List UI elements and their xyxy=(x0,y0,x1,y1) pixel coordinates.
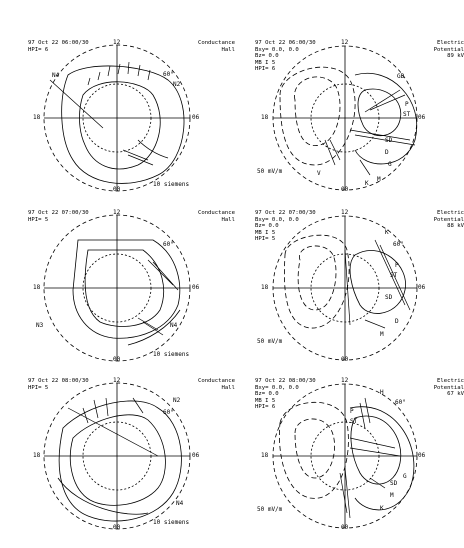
mlt-label-12: 12 xyxy=(341,209,349,216)
contour-line xyxy=(284,235,349,328)
contour-line xyxy=(358,89,401,136)
mlt-label-18: 18 xyxy=(261,114,269,121)
station-label: ST xyxy=(403,111,411,118)
contour-line xyxy=(79,82,160,169)
potential-panel-0700 xyxy=(255,209,464,370)
station-label: P xyxy=(350,408,354,415)
mlt-label-06: 06 xyxy=(192,114,200,121)
station-label: K xyxy=(385,229,389,236)
contour-line xyxy=(351,416,401,484)
station-label: GB xyxy=(397,73,405,80)
panel-header-right: Conductance Hall xyxy=(197,40,235,53)
contour-line xyxy=(280,67,355,165)
station-label: M xyxy=(380,331,384,338)
station-label: D xyxy=(385,149,389,156)
mlt-label-00: 00 xyxy=(113,186,121,193)
contour-line xyxy=(70,415,165,506)
mlt-label-12: 12 xyxy=(341,377,349,384)
radar-vectors xyxy=(345,240,410,328)
contour-line xyxy=(58,478,148,514)
station-label: SD xyxy=(385,294,393,301)
mlt-label-00: 00 xyxy=(113,356,121,363)
station-label: M xyxy=(377,176,381,183)
latitude-label: 60° xyxy=(163,409,174,416)
panel-header-right: Conductance Hall xyxy=(197,378,235,391)
latitude-label: 60° xyxy=(395,399,406,406)
panel-header-left: 97 Oct 22 08:00/30 HPI= 5 xyxy=(28,378,89,391)
station-label: M xyxy=(390,492,394,499)
mlt-label-06: 06 xyxy=(192,284,200,291)
station-label: N2 xyxy=(173,81,181,88)
panel-header-right: Electric Potential 67 kV xyxy=(433,378,464,398)
mlt-label-18: 18 xyxy=(261,452,269,459)
station-label: N3 xyxy=(36,322,44,329)
latitude-label: 60° xyxy=(393,241,404,248)
contour-line xyxy=(279,402,348,498)
station-label: N2 xyxy=(173,397,181,404)
mlt-label-12: 12 xyxy=(341,39,349,46)
radar-vectors xyxy=(68,398,158,456)
mlt-label-00: 00 xyxy=(341,186,349,193)
mlt-label-18: 18 xyxy=(33,114,41,121)
station-label: V xyxy=(317,170,321,177)
scale-label: 50 mV/m xyxy=(257,506,283,513)
mlt-label-12: 12 xyxy=(113,39,121,46)
conductance-panel-0700 xyxy=(28,210,233,370)
station-label: N4 xyxy=(52,72,60,79)
contour-line xyxy=(59,401,184,521)
panel-header-right: Electric Potential 88 kV xyxy=(433,210,464,230)
station-label: P xyxy=(405,101,409,108)
station-label: K xyxy=(365,180,369,187)
station-label: ST xyxy=(350,418,358,425)
station-label: G xyxy=(403,473,407,480)
station-label: SD xyxy=(385,137,393,144)
contour-line xyxy=(138,140,168,158)
mlt-label-06: 06 xyxy=(418,452,426,459)
station-label: H xyxy=(380,389,384,396)
conductance-panel-0800 xyxy=(28,378,233,538)
latitude-label: 60° xyxy=(163,71,174,78)
mlt-label-18: 18 xyxy=(261,284,269,291)
station-label: SD xyxy=(390,480,398,487)
mlt-label-12: 12 xyxy=(113,377,121,384)
contour-line xyxy=(350,407,414,510)
panel-header-left: 97 Oct 22 06:00/30 HPI= 6 xyxy=(28,40,89,53)
panel-header-left: 97 Oct 22 08:00/30 Bxy= 0.0, 0.0 Bz= 0.0 MB I 5 HPI= 6 xyxy=(255,378,316,411)
mlt-label-00: 00 xyxy=(341,356,349,363)
mlt-label-12: 12 xyxy=(113,209,121,216)
potential-panel-0800 xyxy=(255,377,464,538)
mlt-label-00: 00 xyxy=(341,524,349,531)
station-label: N4 xyxy=(176,500,184,507)
mlt-label-06: 06 xyxy=(418,114,426,121)
station-label: G xyxy=(388,161,392,168)
radar-vectors xyxy=(50,62,153,165)
mlt-label-06: 06 xyxy=(192,452,200,459)
panel-header-left: 97 Oct 22 06:00/30 Bxy= 0.0, 0.0 Bz= 0.0 MB I 5 HPI= 6 xyxy=(255,40,316,73)
station-label: D xyxy=(395,318,399,325)
conductance-map-0600 xyxy=(28,40,233,200)
scale-label: 10 siemens xyxy=(153,519,190,526)
panel-header-left: 97 Oct 22 07:00/30 Bxy= 0.0, 0.0 Bz= 0.0 MB I 5 HPI= 5 xyxy=(255,210,316,243)
station-label: N4 xyxy=(170,322,178,329)
scale-label: 10 siemens xyxy=(153,181,190,188)
potential-panel-0600 xyxy=(255,39,464,200)
station-label: K xyxy=(380,505,384,512)
latitude-label: 60° xyxy=(163,241,174,248)
conductance-panel-0600 xyxy=(28,40,233,200)
scale-label: 10 siemens xyxy=(153,351,190,358)
conductance-map-0800 xyxy=(28,378,233,538)
mlt-label-18: 18 xyxy=(33,452,41,459)
mlt-label-06: 06 xyxy=(418,284,426,291)
conductance-map-0700 xyxy=(28,210,233,370)
contour-line xyxy=(294,77,340,146)
panel-header-right: Electric Potential 89 kV xyxy=(433,40,464,60)
mlt-label-18: 18 xyxy=(33,284,41,291)
panel-header-right: Conductance Hall xyxy=(197,210,235,223)
scale-label: 50 mV/m xyxy=(257,338,283,345)
scale-label: 50 mV/m xyxy=(257,168,283,175)
station-label: ST xyxy=(390,272,398,279)
panel-header-left: 97 Oct 22 07:00/30 HPI= 5 xyxy=(28,210,89,223)
contour-line xyxy=(295,419,335,478)
station-label: P xyxy=(395,262,399,269)
mlt-label-00: 00 xyxy=(113,524,121,531)
contour-line xyxy=(298,246,336,310)
